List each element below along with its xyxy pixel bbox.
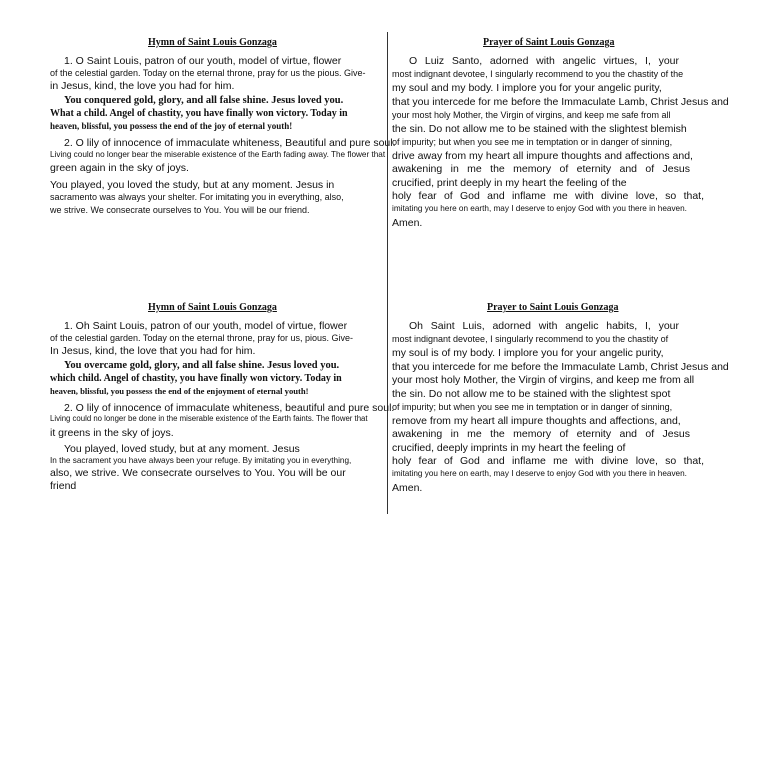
hymn-line: which child. Angel of chastity, you have finally won victory. Today in [50, 373, 342, 384]
hymn-line: Living could no longer be done in the miserable existence of the Earth faints. The flower that [50, 414, 368, 423]
prayer-line: holy fear of God and inflame me with divine love, so that, [392, 190, 704, 202]
prayer-line: your most holy Mother, the Virgin of virgins, and keep me from all [392, 374, 695, 386]
hymn-line: of the celestial garden. Today on the eternal throne, pray for us the pious. Give- [50, 68, 366, 78]
hymn-line: 2. O lily of innocence of immaculate whiteness, Beautiful and pure soul. [64, 137, 396, 149]
prayer-line: most indignant devotee, I singularly recommend to you the chastity of [392, 334, 669, 344]
prayer-line: awakening in me the memory of eternity and of Jesus [392, 163, 690, 175]
prayer-line: O Luiz Santo, adorned with angelic virtues, I, your [409, 55, 679, 67]
prayer-line: of impurity; but when you see me in temptation or in danger of sinning, [392, 137, 673, 147]
prayer-line: Amen. [392, 217, 423, 229]
hymn-line: sacramento was always your shelter. For imitating you in everything, also, [50, 192, 344, 202]
hymn-line: it greens in the sky of joys. [50, 427, 174, 439]
hymn-line: of the celestial garden. Today on the eternal throne, pray for us, pious. Give- [50, 333, 354, 343]
prayer-line: drive away from my heart all impure thoughts and affections and, [392, 150, 693, 162]
hymn-line: You conquered gold, glory, and all false shine. Jesus loved you. [64, 95, 344, 106]
prayer-line: awakening in me the memory of eternity and of Jesus [392, 428, 690, 440]
hymn-line: green again in the sky of joys. [50, 162, 189, 174]
prayer-line: my soul and my body. I implore you for your angelic purity, [392, 82, 662, 94]
prayer-line: crucified, print deeply in my heart the feeling of the [392, 177, 627, 189]
hymn-line: Living could no longer bear the miserable existence of the Earth fading away. The flower that [50, 150, 386, 159]
hymn-line: 1. Oh Saint Louis, patron of our youth, model of virtue, flower [64, 320, 348, 332]
hymn-line: You overcame gold, glory, and all false shine. Jesus loved you. [64, 360, 340, 371]
prayer-title: Prayer of Saint Louis Gonzaga [483, 37, 615, 48]
hymn-line: in Jesus, kind, the love you had for him. [50, 80, 235, 92]
prayer-line: imitating you here on earth, may I deserve to enjoy God with you there in heaven. [392, 469, 687, 478]
prayer-line: of impurity; but when you see me in temptation or in danger of sinning, [392, 402, 673, 412]
prayer-line: that you intercede for me before the Immaculate Lamb, Christ Jesus and [392, 361, 729, 373]
prayer-line: your most holy Mother, the Virgin of virgins, and keep me safe from all [392, 110, 671, 120]
prayer-line: Oh Saint Luis, adorned with angelic habits, I, your [409, 320, 679, 332]
hymn-line: also, we strive. We consecrate ourselves to You. You will be our [50, 467, 346, 479]
hymn-line: heaven, blissful, you possess the end of the joy of eternal youth! [50, 121, 293, 131]
prayer-line: Amen. [392, 482, 423, 494]
hymn-line: heaven, blissful, you possess the end of the enjoyment of eternal youth! [50, 386, 309, 396]
prayer-line: most indignant devotee, I singularly recommend to you the chastity of the [392, 69, 684, 79]
prayer-line: that you intercede for me before the Immaculate Lamb, Christ Jesus and [392, 96, 729, 108]
prayer-title: Prayer to Saint Louis Gonzaga [487, 302, 619, 313]
prayer-line: the sin. Do not allow me to be stained with the slightest spot [392, 388, 671, 400]
hymn-line: we strive. We consecrate ourselves to You. You will be our friend. [50, 205, 310, 215]
hymn-line: You played, loved study, but at any moment. Jesus [64, 443, 300, 455]
hymn-title: Hymn of Saint Louis Gonzaga [148, 37, 277, 48]
prayer-line: holy fear of God and inflame me with divine love, so that, [392, 455, 704, 467]
prayer-line: imitating you here on earth, may I deserve to enjoy God with you there in heaven. [392, 204, 687, 213]
prayer-line: crucified, deeply imprints in my heart the feeling of [392, 442, 626, 454]
prayer-line: remove from my heart all impure thoughts and affections, and, [392, 415, 681, 427]
hymn-line: In Jesus, kind, the love that you had for him. [50, 345, 256, 357]
prayer-line: my soul is of my body. I implore you for your angelic purity, [392, 347, 664, 359]
hymn-title: Hymn of Saint Louis Gonzaga [148, 302, 277, 313]
hymn-line: 1. O Saint Louis, patron of our youth, model of virtue, flower [64, 55, 342, 67]
hymn-line: 2. O lily of innocence of immaculate whiteness, beautiful and pure soul. [64, 402, 395, 414]
hymn-line: In the sacrament you have always been your refuge. By imitating you in everything, [50, 456, 352, 465]
column-divider [387, 32, 388, 514]
hymn-line: friend [50, 480, 77, 492]
hymn-line: What a child. Angel of chastity, you have finally won victory. Today in [50, 108, 348, 119]
prayer-line: the sin. Do not allow me to be stained with the slightest blemish [392, 123, 687, 135]
hymn-line: You played, you loved the study, but at any moment. Jesus in [50, 179, 335, 191]
